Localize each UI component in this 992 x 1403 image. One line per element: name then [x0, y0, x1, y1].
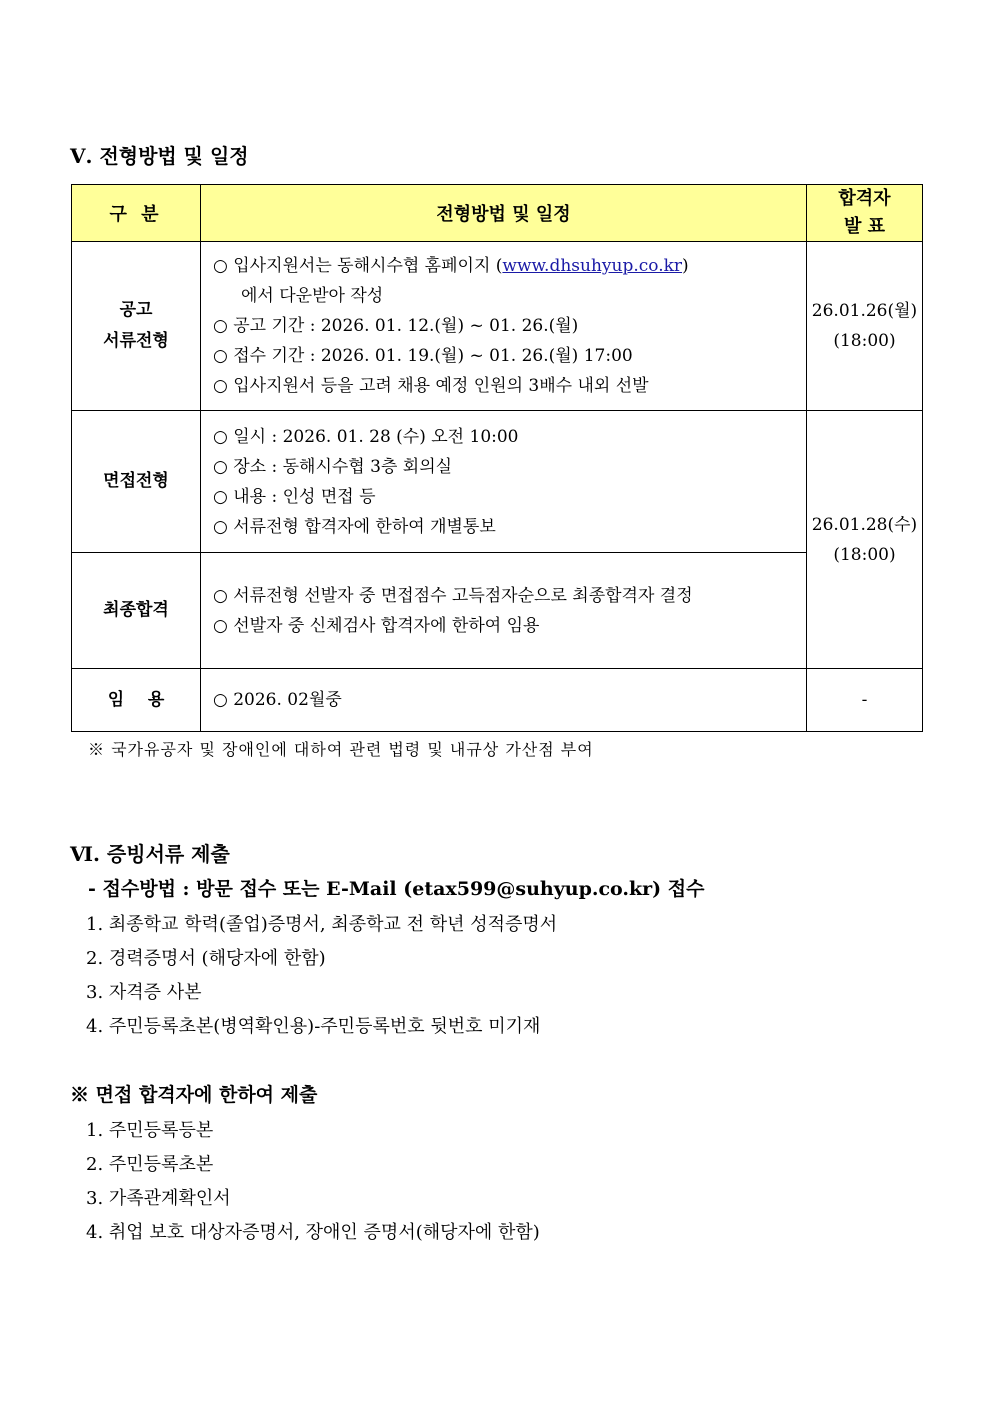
- row-announce: [807, 411, 923, 669]
- header-method: 전형방법 및 일정: [201, 185, 807, 242]
- row-category: 최종합격: [72, 553, 201, 669]
- schedule-table: [71, 184, 923, 732]
- list-item: ○ 장소 : 동해시수협 3층 회의실: [213, 456, 453, 477]
- list-item: 3. 가족관계확인서: [86, 1188, 231, 1209]
- list-item: ○ 접수 기간 : 2026. 01. 19.(월) ~ 01. 26.(월) 17:00: [213, 346, 633, 366]
- header-announce: [807, 185, 923, 242]
- row-category-line1: 공고: [119, 300, 153, 320]
- list-item: ○ 서류전형 선발자 중 면접점수 고득점자순으로 최종합격자 결정: [213, 585, 693, 606]
- row-category: 임 용: [72, 669, 201, 732]
- list-item: ○ 입사지원서는 동해시수협 홈페이지 (www.dhsuhyup.co.kr): [213, 256, 689, 276]
- header-category: 구 분: [72, 185, 201, 242]
- list-item: 3. 자격증 사본: [86, 982, 202, 1003]
- list-item: ○ 내용 : 인성 면접 등: [213, 486, 376, 507]
- list-item: ○ 공고 기간 : 2026. 01. 12.(월) ~ 01. 26.(월): [213, 316, 579, 336]
- list-item: ○ 서류전형 합격자에 한하여 개별통보: [213, 516, 496, 537]
- list-item: 2. 주민등록초본: [86, 1154, 214, 1175]
- announce-date: 26.01.28(수): [811, 514, 918, 535]
- list-item: ○ 입사지원서 등을 고려 채용 예정 인원의 3배수 내외 선발: [213, 376, 649, 396]
- table-header-row: [72, 185, 923, 242]
- header-announce-line2: 발 표: [843, 216, 886, 237]
- table-row: [72, 411, 923, 553]
- row-announce: -: [807, 669, 923, 732]
- section5-title: Ⅴ. 전형방법 및 일정: [70, 144, 249, 168]
- row-category-line2: 서류전형: [103, 331, 169, 351]
- table-row: [72, 553, 923, 669]
- announce-time: (18:00): [833, 331, 896, 351]
- table-row: [72, 669, 923, 732]
- row-body: [201, 669, 807, 732]
- list-item: ○ 2026. 02월중: [213, 690, 342, 710]
- row-announce: [807, 242, 923, 411]
- row-body: [201, 411, 807, 553]
- list-item: ○ 선발자 중 신체검사 합격자에 한하여 임용: [213, 615, 540, 636]
- section6-title: Ⅵ. 증빙서류 제출: [70, 842, 230, 866]
- homepage-link[interactable]: www.dhsuhyup.co.kr: [502, 256, 683, 276]
- announce-time: (18:00): [833, 544, 896, 565]
- row-body: [201, 553, 807, 669]
- list-item: 4. 취업 보호 대상자증명서, 장애인 증명서(해당자에 한함): [86, 1222, 540, 1243]
- list-item: 1. 최종학교 학력(졸업)증명서, 최종학교 전 학년 성적증명서: [86, 914, 558, 935]
- list-item: 4. 주민등록초본(병역확인용)-주민등록번호 뒷번호 미기재: [86, 1016, 541, 1037]
- header-announce-line1: 합격자: [838, 188, 891, 209]
- submission-method: - 접수방법 : 방문 접수 또는 E-Mail (etax599@suhyup.co.kr) 접수: [88, 878, 705, 900]
- announce-date: 26.01.26(월): [811, 301, 918, 321]
- interview-docs-title: ※ 면접 합격자에 한하여 제출: [70, 1084, 318, 1106]
- row-body: [201, 242, 807, 411]
- list-item: 2. 경력증명서 (해당자에 한함): [86, 948, 326, 969]
- table-row: [72, 242, 923, 411]
- list-item: 에서 다운받아 작성: [241, 286, 384, 306]
- row-category: 면접전형: [72, 411, 201, 553]
- row-category: [72, 242, 201, 411]
- list-item: ○ 일시 : 2026. 01. 28 (수) 오전 10:00: [213, 426, 519, 447]
- list-item: 1. 주민등록등본: [86, 1120, 214, 1141]
- bonus-note: ※ 국가유공자 및 장애인에 대하여 관련 법령 및 내규상 가산점 부여: [88, 740, 594, 759]
